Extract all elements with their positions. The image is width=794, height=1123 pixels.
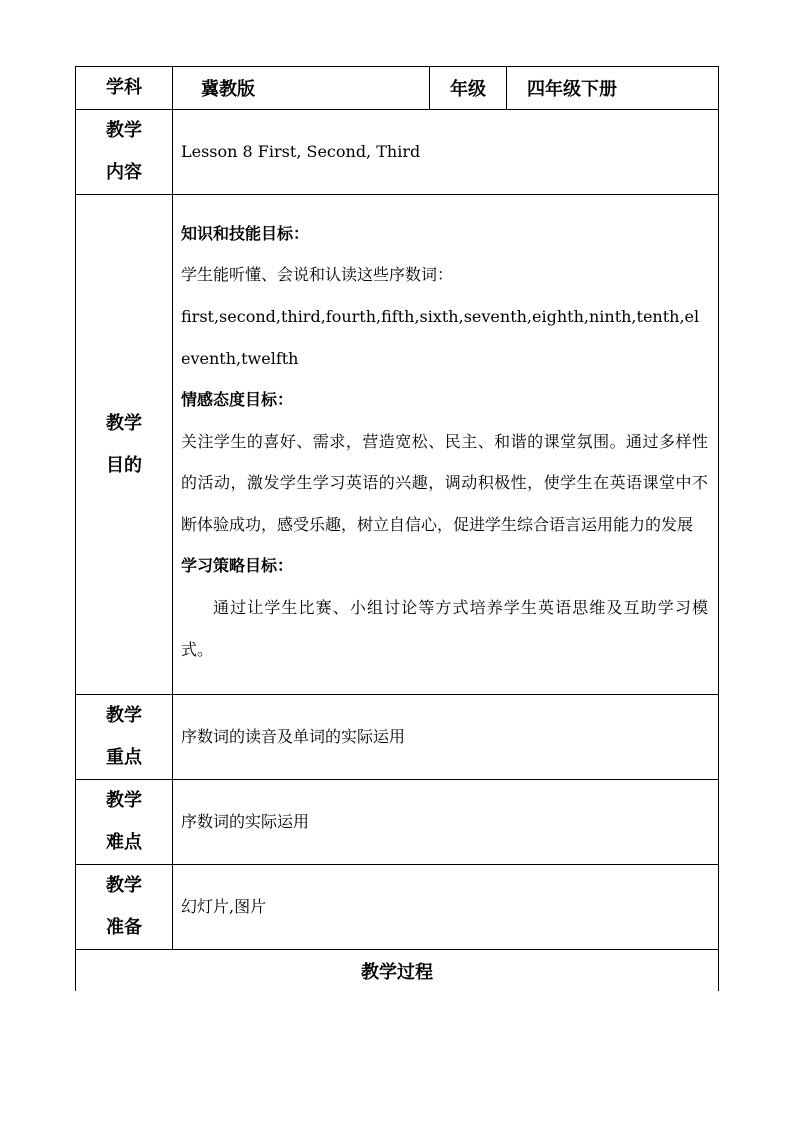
preparation-label [76, 865, 173, 950]
strategy-text: 通过让学生比赛、小组讨论等方式培养学生英语思维及互助学习模式。 [181, 598, 708, 659]
key-points-label-line1: 教学 [106, 705, 142, 726]
knowledge-heading: 知识和技能目标： [181, 223, 310, 243]
content-label-line1: 教学 [106, 120, 142, 141]
preparation-label-line2: 准备 [106, 917, 142, 938]
strategy-heading: 学习策略目标： [181, 556, 294, 576]
process-title: 教学过程 [76, 950, 719, 992]
lesson-plan-table [75, 66, 719, 991]
difficulty-label [76, 780, 173, 865]
process-row [76, 950, 719, 992]
key-points-value: 序数词的读音及单词的实际运用 [173, 695, 719, 780]
aims-row [76, 195, 719, 695]
key-points-label [76, 695, 173, 780]
preparation-row [76, 865, 719, 950]
preparation-value: 幻灯片,图片 [173, 865, 719, 950]
difficulty-label-line1: 教学 [106, 790, 142, 811]
emotion-text: 关注学生的喜好、需求，营造宽松、民主、和谐的课堂氛围。通过多样性的活动，激发学生学习英语的兴趣，调动积极性，使学生在英语课堂中不断体验成功，感受乐趣，树立自信心，促进学生综合语言运用能力的发展 [181, 431, 708, 534]
aims-label-line2: 目的 [106, 454, 142, 476]
grade-label: 年级 [430, 67, 507, 110]
knowledge-words: first,second,third,fourth,fifth,sixth,seventh,eighth,ninth,tenth,eleventh,twelfth [181, 306, 700, 368]
aims-label-line1: 教学 [106, 412, 142, 434]
content-value: Lesson 8 First, Second, Third [173, 110, 719, 195]
difficulty-value: 序数词的实际运用 [173, 780, 719, 865]
key-points-label-line2: 重点 [106, 747, 142, 768]
grade-value: 四年级下册 [507, 67, 719, 110]
content-label [76, 110, 173, 195]
knowledge-intro: 学生能听懂、会说和认读这些序数词： [181, 265, 454, 285]
aims-label [76, 195, 173, 695]
key-points-row [76, 695, 719, 780]
content-label-line2: 内容 [106, 162, 142, 183]
subject-label: 学科 [76, 67, 173, 110]
difficulty-row [76, 780, 719, 865]
difficulty-label-line2: 难点 [106, 832, 142, 853]
emotion-heading: 情感态度目标： [181, 390, 294, 410]
header-row [76, 67, 719, 110]
subject-value: 冀教版 [173, 67, 430, 110]
content-row [76, 110, 719, 195]
aims-content [173, 195, 719, 695]
preparation-label-line1: 教学 [106, 875, 142, 896]
